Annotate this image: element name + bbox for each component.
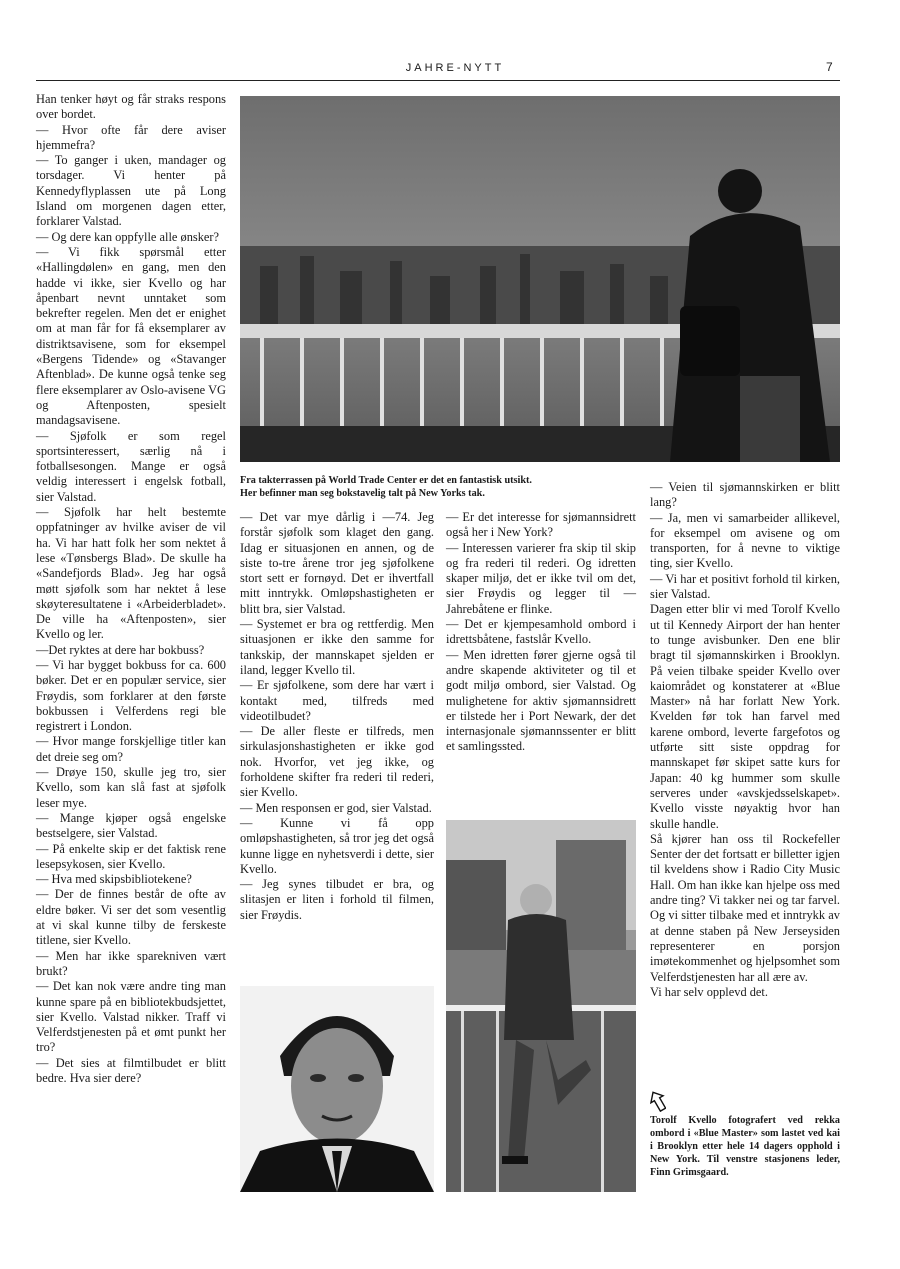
paragraph: — Hva med skipsbibliotekene? xyxy=(36,872,192,887)
arrow-left-icon xyxy=(650,1090,666,1112)
paragraph: — Veien til sjømannskirken er blitt lang? xyxy=(650,480,840,510)
paragraph: — Er sjøfolkene, som dere har vært i kontakt med, tilfreds med videotilbudet? xyxy=(240,678,434,723)
paragraph: — Sjøfolk har helt bestemte oppfatninger av hvilke aviser de vil ha. Vi har hatt folk her som nektet å lese «Tønsbergs Blad». De skulle ha «Sandefjords Blad». Jeg har også møtt sjøfolk som har nektet å lese skøyteresultatene i «Arbeiderbladet». De ville ha «Aftenposten», sier Kvello og ler. xyxy=(36,505,226,642)
caption-line: Her befinner man seg bokstavelig talt på New Yorks tak. xyxy=(240,488,485,499)
paragraph: — Systemet er bra og rettferdig. Men situasjonen er ikke den samme for tankskip, der mannskapet sjelden er iland, legger Kvello til. xyxy=(240,617,434,677)
paragraph: — Drøye 150, skulle jeg tro, sier Kvello, som kan slå fast at sjøfolk leser mye. xyxy=(36,765,226,810)
paragraph: — Det var mye dårlig i —74. Jeg forstår sjøfolk som klaget den gang. Idag er situasjonen en annen, og de siste to-tre årene tror jeg sjøfolkene stort sett er fornøyd. Det er ihvertfall mitt inntrykk. Omløpshastigheten er blitt bra, sier Valstad. xyxy=(240,510,434,616)
wtc-terrace-photo xyxy=(240,96,840,462)
paragraph: — Men responsen er god, sier Valstad. xyxy=(240,800,432,815)
paragraph: Han tenker høyt og får straks respons over bordet. xyxy=(36,92,226,122)
paragraph: — Hvor ofte får dere aviser hjemmefra? xyxy=(36,122,226,152)
paragraph: — Ja, men vi samarbeider allikevel, for eksempel om avisene og om transporten, for å nevne to viktige ting, sier Kvello. xyxy=(650,510,840,571)
page-number: 7 xyxy=(826,60,833,74)
paragraph: — De aller fleste er tilfreds, men sirkulasjonshastigheten er ikke god nok. Hvorfor, vet jeg ikke, og forholdene skifter fra rederi til rederi, sier Kvello. xyxy=(240,724,434,800)
ship-photo-caption: Torolf Kvello fotografert ved rekka ombord i «Blue Master» som lastet ved kai i Brooklyn etter hele 14 dagers opphold i New York. Til venstre stasjonens leder, Finn Grimsgaard. xyxy=(650,1115,840,1178)
article-column-3 xyxy=(446,510,636,755)
paragraph: —Det ryktes at dere har bokbuss? xyxy=(36,642,205,657)
paragraph: — To ganger i uken, mandager og torsdager. Vi henter på Kennedyflyplassen ute på Long Island om morgenen dagen etter, forklarer Valstad. xyxy=(36,153,226,229)
article-column-1 xyxy=(36,92,226,1086)
paragraph: Så kjører han oss til Rockefeller Senter der det fortsatt er billetter igjen til kveldens show i Radio City Music Hall. Om han ikke kan hjelpe oss med andre ting? Vi takker nei og tar farvel. Og vi sitter tilbake med et inntrykk av at denne staben på New Jerseysiden representerer en porsjon imøtekommenhet og hjelpsomhet som Velferdstjenesten har all ære av. xyxy=(650,831,840,984)
header-rule xyxy=(36,80,840,81)
header-title: JAHRE-NYTT xyxy=(405,62,505,74)
paragraph: — Jeg synes tilbudet er bra, og slitasjen er liten i forhold til filmen, sier Frøydis. xyxy=(240,877,434,922)
paragraph: Dagen etter blir vi med Torolf Kvello ut til Kennedy Airport der han henter to tunge avisbunker. Den ene blir bragt til sjømannskirken i Brooklyn. På veien tilbake speider Kvello over kaiområdet og konstaterer at «Blue Master» nå har forlatt New York. Kvelden før tok han farvel med karene ombord, leverte fargefotos og utførte sitt siste oppdrag for mannskapet før skipet satte kurs for Japan: 40 kg hummer som skulle serveres under «avskjedsselskapet». Kvello visste nøyaktig hvor han skulle handle. xyxy=(650,602,840,831)
paragraph: — Interessen varierer fra skip til skip og fra rederi til rederi. Og idretten skaper miljø, det er ikke tvil om det, sier Frøydis og legger til — Jahrebåtene er flinke. xyxy=(446,540,636,616)
ship-railing-photo xyxy=(446,820,636,1192)
paragraph: — Vi har bygget bokbuss for ca. 600 bøker. Det er en populær service, sier Frøydis, som forklarer at den første bokbussen i Velferdens regi ble registrert i London. xyxy=(36,657,226,734)
paragraph: — Og dere kan oppfylle alle ønsker? xyxy=(36,229,220,244)
paragraph: — Hvor mange forskjellige titler kan det dreie seg om? xyxy=(36,734,226,764)
wtc-photo-caption xyxy=(240,474,640,500)
paragraph: Vi har selv opplevd det. xyxy=(650,984,768,999)
portrait-photo xyxy=(240,986,434,1192)
article-column-4 xyxy=(650,480,840,1000)
paragraph: — Sjøfolk er som regel sportsinteressert, særlig nå i fotballsesongen. Mange er også veldig interessert i engelsk fotball, sier Valstad. xyxy=(36,428,226,504)
paragraph: — Men har ikke sparekniven vært brukt? xyxy=(36,948,226,978)
paragraph: — Der de finnes består de ofte av eldre bøker. Vi ser det som vesentlig at vi skal kunne tilby de ferskeste titlene, sier Kvello. xyxy=(36,887,226,948)
paragraph: — Er det interesse for sjømannsidrett også her i New York? xyxy=(446,510,636,540)
paragraph: — Kunne vi få opp omløpshastigheten, så tror jeg det også kunne ligge en nyhetsverdi i dette, sier Kvello. xyxy=(240,815,434,876)
paragraph: — Vi fikk spørsmål etter «Hallingdølen» en gang, men den hadde vi ikke, sier Kvello og har åpenbart nevnt unntaket som bekrefter regelen. Men det er enighet om at man får for få eksemplarer av distriktsavisene, som for eksempel «Bergens Tidende» og «Stavanger Aftenblad». De kunne også tenke seg flere eksemplarer av Oslo-avisene VG og Aftenposten, spesielt mandagsavisene. xyxy=(36,244,226,428)
paragraph: — Det kan nok være andre ting man kunne spare på en bibliotekbudsjettet, sier Kvello. Valstad nikker. Traff vi Velferdstjenesten på et ømt punkt her tro? xyxy=(36,979,226,1055)
paragraph: — På enkelte skip er det faktisk rene lesepsykosen, sier Kvello. xyxy=(36,841,226,871)
paragraph: — Men idretten fører gjerne også til andre skapende aktiviteter og til et godt miljø ombord, sier Valstad. Og mulighetene for aktiv sjømannsidrett er tilstede her i Port Newark, der det internasjonale sjømannssenter er blitt et samlingssted. xyxy=(446,647,636,754)
paragraph: — Det sies at filmtilbudet er blitt bedre. Hva sier dere? xyxy=(36,1055,226,1085)
caption-line: Fra takterrassen på World Trade Center er det en fantastisk utsikt. xyxy=(240,475,532,486)
paragraph: — Det er kjempesamhold ombord i idrettsbåtene, fastslår Kvello. xyxy=(446,617,636,647)
article-column-2 xyxy=(240,510,434,923)
paragraph: — Mange kjøper også engelske bestselgere, sier Valstad. xyxy=(36,810,226,841)
paragraph: — Vi har et positivt forhold til kirken, sier Valstad. xyxy=(650,571,840,602)
